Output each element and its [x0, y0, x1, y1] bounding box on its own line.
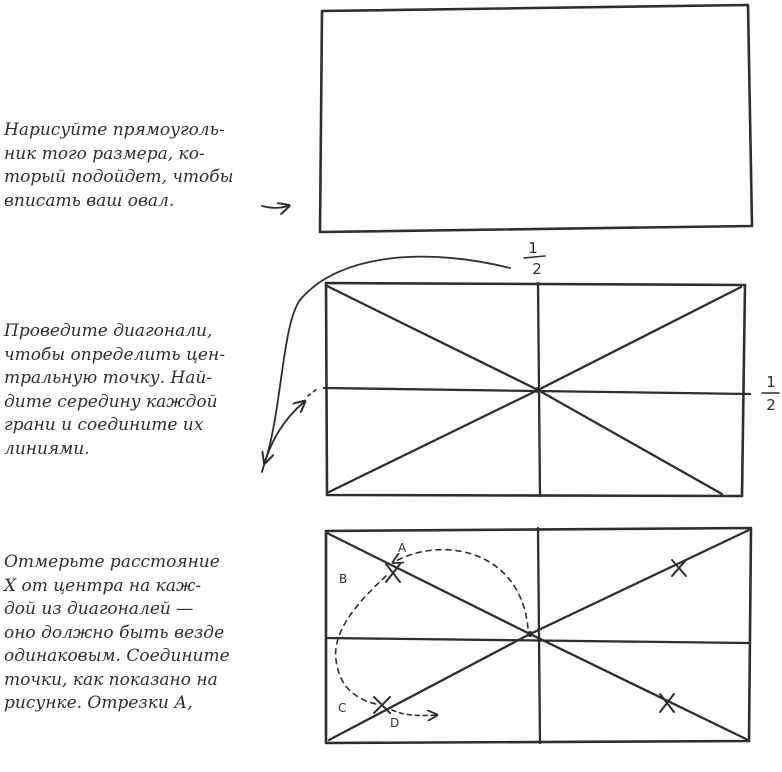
fraction-denominator: 2	[532, 260, 542, 278]
caption-line: оно должно быть везде	[4, 622, 225, 643]
point-label-a: A	[398, 541, 407, 555]
caption-line: точки, как показано на	[4, 669, 218, 690]
caption-line: ник того размера, ко-	[4, 143, 205, 164]
tick-mark	[308, 388, 318, 396]
caption-line: X от центра на каж-	[4, 575, 202, 596]
fraction-denominator: 2	[766, 396, 776, 414]
point-label-b: B	[339, 572, 348, 586]
caption-line: Проведите диагонали,	[4, 321, 213, 341]
caption-line: торый подойдет, чтобы	[4, 167, 234, 187]
caption-line: тральную точку. Най-	[4, 368, 213, 388]
point-label-d: D	[390, 716, 400, 730]
center-point	[535, 387, 541, 393]
caption-line: грани и соедините их	[4, 415, 204, 435]
curved-arrow-short	[262, 402, 304, 472]
pointer-arrow-step-1	[262, 206, 288, 208]
fraction-bar	[524, 256, 545, 258]
caption-line: рисунке. Отрезки А,	[4, 693, 193, 713]
caption-line: Нарисуйте прямоуголь-	[4, 120, 225, 140]
caption-line: чтобы определить цен-	[4, 344, 225, 365]
caption-line: линиями.	[4, 438, 90, 459]
caption-line: дой из диагоналей —	[4, 599, 194, 619]
caption-line: Отмерьте расстояние	[4, 552, 220, 572]
x-mark	[374, 697, 390, 713]
rectangle-step-2-group	[262, 257, 750, 496]
vertical-midline	[538, 528, 540, 743]
point-label-c: C	[338, 701, 347, 715]
dashed-arc	[394, 550, 528, 628]
dashed-arc	[336, 576, 386, 705]
fraction-numerator: 1	[528, 239, 538, 257]
dashed-arrow	[392, 710, 436, 715]
half-fraction-top	[524, 239, 545, 278]
center-point	[527, 631, 533, 637]
caption-line: дите середину каждой	[4, 391, 218, 412]
half-fraction-right	[762, 373, 779, 414]
horizontal-midline	[326, 638, 748, 643]
rectangle-step-1	[320, 5, 752, 232]
caption-line: вписать ваш овал.	[4, 190, 175, 211]
rectangle-step-3-group	[326, 528, 751, 743]
fraction-numerator: 1	[766, 373, 776, 391]
caption-line: одинаковым. Соедините	[4, 646, 230, 666]
